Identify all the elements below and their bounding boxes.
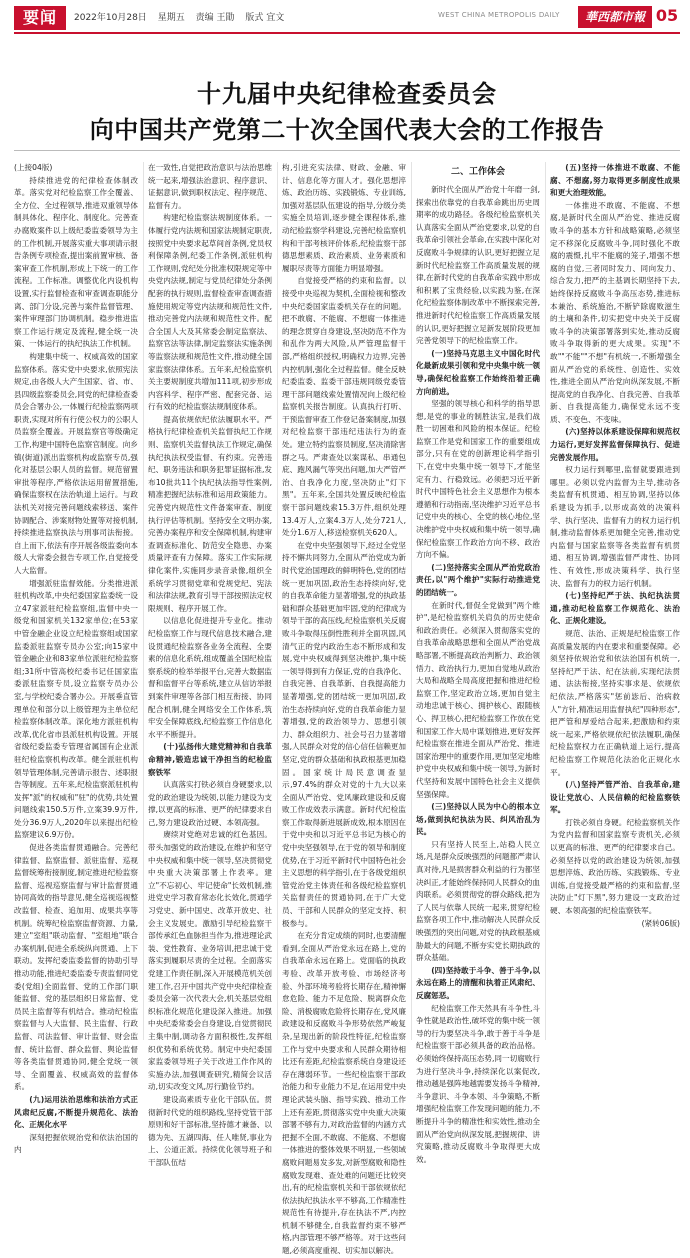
paragraph: 在新时代,督促全党做到"两个维护",是纪检监察机关肩负的历史使命和政治责任。必须深入贯彻落实党的自我革命战略思想和全面从严治党战略部署,不断提高政治判断力、政治领悟力、政治执行力,更加自觉地从政治大局和战略全局高度把握和推进纪检监察工作,坚定政治立场,更加自觉主动地忠诚于核心、拥护核心、跟随核心、捍卫核心,把纪检监察工作放在党和国家工作大局中谋划推进,更好发挥纪检监察在推进全面从严治党、推进国家治理中的重要作用,更加坚定地维护党中央权威和集中统一领导,为新时代坚持和发展中国特色社会主义提供坚强保障。	[416, 600, 540, 799]
subheading: (一)坚持马克思主义中国化时代化最新成果引领和党中央集中统一领导,确保纪检监察工作始终沿着正确方向前进。	[416, 348, 540, 396]
paragraph: 建设高素质专业化干部队伍。贯彻新时代党的组织路线,坚持党管干部原则和好干部标准,坚持德才兼备、以德为先、五湖四海、任人唯贤,事业为上、公道正派。持续优化领导班子和干部队伍结	[148, 1094, 272, 1167]
paragraph: 坚强的领导核心和科学的指导思想,是党的事业的制胜法宝,是我们战胜一切困难和风险的根本保证。纪检监察工作是党和国家工作的重要组成部分,只有在党的创新理论科学指引下,在党中央集中统一领导下,才能坚定有力、行稳致远。必须把习近平新时代中国特色社会主义思想作为根本遵循和行动指南,坚决维护习近平总书记党中央的核心、全党的核心地位,坚决维护党中央权威和集中统一领导,确保纪检监察工作政治方向不移、政治方向不偏。	[416, 399, 540, 560]
paragraph: 深刻把握依规治党和依法治国的内	[14, 1132, 138, 1155]
subheading: (三)坚持以人民为中心的根本立场,做到执纪执法为民、纠风治乱为民。	[416, 802, 540, 837]
subheading: (五)坚持一体推进不敢腐、不能腐、不想腐,努力取得更多制度性成果和更大治理效能。	[550, 163, 680, 198]
continued-from-note: (上接04版)	[14, 163, 53, 172]
article-headline	[14, 78, 680, 146]
paragraph: 自觉接受严格的约束和监督。以接受中央巡视为契机,全面检视和整改中央纪委国家监委机关存在的问题。把不敢腐、不能腐、不想腐一体推进的理念贯穿自身建设,坚决防范不作为和乱作为两大风险,从严管理监督干部,严格组织授权,明确权力边界,完善内控机制,强化全过程监督。健全反映纪委监委、监委干部违规同级党委管理干部问题线索处置情况向上级纪检监察机关报告制度。认真执行打听、干预监督审查工作登记备案制度,加强对纪检监察干部违纪违法行为的查处。建立特约监察员制度,坚决清除害群之马。严肃查处以案谋私、串通包庇、跑风漏气等突出问题,加大严管严治、自我净化力度,坚决防止"灯下黑"。五年来,全国共处置反映纪检监察干部问题线索15.3万件,组织处理13.4万人,立案4.3万人,处分721人,处分1.6万人,移送检察机关620人。	[282, 276, 406, 538]
paragraph: 只有坚持人民至上,站稳人民立场,凡是群众反映强烈的问题都严肃认真对待,凡是损害群众利益的行为都坚决纠正,才能始终保持同人民群众的血肉联系。必须贯彻党的群众路线,把为了人民与依靠人民统一起来,贯穿纪检监察各项工作中,推动解决人民群众反映强烈的突出问题,对党的执政根基威胁最大的问题,不断夯实党长期执政的群众基础。	[416, 839, 540, 963]
paragraph: 认真落实打铁必须自身硬要求,以党的政治建设为统领,以能力建设为支撑,以更高的标准、更严的纪律要求自己,努力建设政治过硬、本领高强。	[148, 780, 272, 827]
section-tag: 要闻	[14, 6, 66, 30]
column-divider	[411, 162, 412, 1040]
subheading: (六)坚持以体系建设保障和规范权力运行,更好发挥监督保障执行、促进完善发展作用。	[550, 427, 680, 462]
headline-line-2: 向中国共产党第二十次全国代表大会的工作报告	[89, 116, 605, 144]
paragraph: 新时代全面从严治党十年磨一剑,探索出依靠党的自我革命跳出历史周期率的成功路径。各级纪检监察机关认真落实全面从严治党要求,以党的自我革命引领社会革命,在实践中深化对反腐败斗争规律的认识,更好把握立足新时代纪检监察工作高质量发展的规律,在新时代党的自我革命实践中形成和积累了宝贵经验,以实践为鉴,在深化纪检监察体制改革中不断探索完善,推进新时代纪检监察工作高质量发展的认识,更好把握立足新发展阶段更加完善党领导下的纪检监察工作。	[416, 185, 540, 346]
headline-line-1: 十九届中央纪律检查委员会	[197, 80, 497, 108]
text-column-5	[550, 162, 680, 1040]
section-heading: 二、工作体会	[450, 167, 505, 177]
editor-credit: 责编 王勖	[195, 13, 235, 23]
masthead-rule	[14, 32, 680, 34]
page-number: 05	[655, 6, 679, 25]
paper-english-name: WEST CHINA METROPOLIS DAILY	[438, 11, 560, 19]
paragraph: 在充分肯定成绩的同时,也要清醒看到,全面从严治党永远在路上,党的自我革命永远在路上。党面临的执政考验、改革开放考验、市场经济考验、外部环境考验将长期存在,精神懈怠危险、能力不足危险、脱离群众危险、消极腐败危险将长期存在,党风廉政建设和反腐败斗争形势依然严峻复杂,呈现出新的阶段性特征,纪检监察工作与党中央要求和人民群众期待相比还有差距,纪检监察系统自身建设还存在薄弱环节。一些纪检监察干部政治能力和专业能力不足,在运用党中央理论武装头脑、指导实践、推动工作上还有差距,贯彻落实党中央重大决策部署不够有力,对政治监督的内涵方式把握不全面,不敢腐、不能腐、不想腐一体推进的整体效果不明显,一些领域腐败问题易发多发,对新型腐败和隐性腐败发现难、查处难的问题还比较突出,有的纪检监察机关和干部依规依纪依法执纪执法水平不够高,工作精准性规范性有待提升,存在执法不严,内控机制不够健全,自我监督约束不够严格,内部管理不够严格等。对于这些问题,必须高度重视、切实加以解决。	[282, 931, 406, 1256]
subheading: (九)运用法治思维和法治方式正风肃纪反腐,不断提升规范化、法治化、正规化水平	[14, 1094, 138, 1130]
subheading: (四)坚持敢于斗争、善于斗争,以永远在路上的清醒和执着正风肃纪、反腐惩恶。	[416, 965, 540, 1000]
paragraph: 构建纪检监察法规制度体系。一体履行党内法规和国家法规制定职责,按照党中央要求起草间首条例,党员权利保障条例,纪委工作条例,派驻机构工作规则,党纪处分批准权限规定等中央党内法规,制定与党员纪律处分条例配套的执行规则,监督检查审查调查措施使用规定等党内法规和规范性文件,推动完善党内法规和规范性文件。配合全国人大及其常委会制定监察法、监察官法等法律,制定监察法实施条例等监察法规和规范性文件,推动健全国家监察法律体系。五年来,纪检监察机关主要规制度共增加111项,初步形成内容科学、程序严密、配套完备、运行有效的纪检监察法规制度体系。	[148, 213, 272, 412]
paragraph: 构建集中统一、权威高效的国家监察体系。落实党中央要求,依照宪法规定,由各级人大产生国家、省、市、县四级监察委员会,同党的纪律检查委员会合署办公,一体履行纪检监察两项职责,实现对所有行使公权力的公职人员监察全覆盖。开展监察官等级确定工作,构建中国特色监察官制度。向乡镇(街道)派出监察机构或监察专员,强化对基层公职人员的监督。规范留置审批等程序,严格依法运用留置措施,确保监察权在法治轨道上运行。与政法机关对接完善问题线索移送、案件协调配合、涉案财物处置等对接机制,持续推进监察执法与刑事司法衔接。自上而下,依法有序开展各级监委向本级人大常委会报告专项工作,自觉接受人大监督。	[14, 351, 138, 575]
issue-date: 2022年10月28日	[74, 13, 147, 23]
paragraph: 增强派驻监督效能。分类推进派驻机构改革,中央纪委国家监委统一设立47家派驻纪检监察组,监督中央一级党和国家机关132家单位;在53家中管金融企业设立纪检监察组或国家监委派驻监察专员办公室;向15家中管金融企业和83家单位派驻纪检监察组;31所中管高校纪委书记任国家监委派驻监察专员,设立监察专员办公室,与学校纪委合署办公。开展垂直管理单位和部分以上级管理为主单位纪检监察体制改革。深化地方派驻机构改革,优化省市县派驻机构设置。开展省级纪委监委专管理省属国有企业派驻纪检监察机构改革。健全派驻机构领导管理体制,完善请示报告、述职报告等制度。五年来,纪检监察派驻机构发挥"派"的权威和"驻"的优势,共处置问题线索150.5万件,立案39.9万件,处分36.9万人,2020年以来提出纪检监察建议6.9万份。	[14, 578, 138, 840]
paragraph: 促进各类监督贯通融合。完善纪律监督、监察监督、派驻监督、巡视监督统筹衔接制度,制定推进纪检监察监督、巡视巡察监督与审计监督贯通协同高效的指导意见,健全巡视巡视整改监督、检查、追加用、成果共享等机制。统筹纪检监察监督资源、力量,建立"室组"联动监督、"室组地"联合办案机制,促进全系统纵向贯通、上下联动。发挥纪委监委监督的协助引导推动功能,推进纪委监委专责监督同党委(党组)全面监督、党的工作部门职能监督、党的基层组织日常监督、党员民主监督等有机结合。推动纪检监察监督与人大监督、民主监督、行政监督、司法监督、审计监督、财会监督、统计监督、群众监督、舆论监督等各类监督贯通协同,健全党统一领导、全面覆盖、权威高效的监督体系。	[14, 843, 138, 1092]
paragraph: 打铁必须自身硬。纪检监察机关作为党内监督和国家监察专责机关,必须以更高的标准、更严的纪律要求自己。必须坚持以党的政治建设为统领,加强思想淬炼、政治历练、实践锻炼、专业训练,自觉接受最严格的约束和监督,坚决防止"灯下黑",努力建设一支政治过硬、本领高强的纪检监察铁军。	[550, 817, 680, 916]
paragraph: 规范、法治、正规是纪检监察工作高质量发展的内在要求和重要保障。必须坚持依规治党和依法治国有机统一,坚持纪严于法、纪在法前,实现纪法贯通、法法衔接,坚持实事求是、依规依纪依法,严格落实"惩前毖后、治病救人"方针,精准运用监督执纪"四种形态",把严管和厚爱结合起来,把激励和约束统一起来,严格依规依纪依法履职,确保纪检监察权力在正确轨道上运行,提高纪检监察工作规范化法治化正规化水平。	[550, 628, 680, 777]
paragraph: 以信息化促进提升专业化。推动纪检监察工作与现代信息技术融合,建设贯通纪检监察各业务全流程、全要素的信息化系统,组成覆盖全国纪检监察系统的检举举报平台,完善大数据监督和监督平台等系统,建立从信访举报到案件审理等各部门相互衔接、协同配合机制,健全网络安全工作体系,筑牢安全保障底线,纪检监察工作信息化水平不断提升。	[148, 616, 272, 739]
paper-logo: 華西都市報	[578, 6, 652, 28]
paragraph: 赓续对党绝对忠诚的红色基因。带头加强党的政治建设,在维护和坚守中央权威和集中统一领导,坚决贯彻党中央重大决策部署上作表率。建立"不忘初心、牢记使命"长效机制,推进党史学习教育常态化长效化,贯通学习党史、新中国史、改革开放史、社会主义发展史。激励引导纪检监察干部传承红色血脉担当作为,推进理论武装、党性教育、业务培训,把忠诚于党落实到履职尽责的全过程。全面落实党建工作责任制,深入开展模范机关创建工作,召开中国共产党中央纪律检查委员会第一次代表大会,机关基层党组织标准化规范化建设深入推进。加强中央纪委常委会自身建设,自觉贯彻民主集中制,调动各方面积极性,发挥组织优势和系统优势。制定中央纪委国家监委领导班子关于改进工作作风的实施办法,加强调查研究,精简会议活动,切实改变文风,厉行勤俭节约。	[148, 830, 272, 1092]
paragraph: 提高依规依纪依法履职水平。严格执行纪律检查机关监督执纪工作规则、监察机关监督执法工作规定,确保执纪执法权受监督、有约束。完善违纪、职务违法和职务犯罪证据标准,发布10批共11个执纪执法指导性案例,精准把握纪法标准和运用政策能力。完善党内规范性文件备案审查、制度执行评估等机制。坚持安全文明办案,完善办案程序和安全保障机制,构建审查调查标准化、防范安全隐患、办案质量评查有力保障。落实工作实际规律化案件,实施同步录音录像,组织全系统学习贯彻党章和党规党纪、宪法和法律法规,教育引导干部按照法定权限规则、程序开展工作。	[148, 414, 272, 613]
subheading: (十)弘扬伟大建党精神和自我革命精神,锻造忠诚干净担当的纪检监察铁军	[148, 742, 272, 777]
subheading: (二)坚持落实全面从严治党政治责任,以"两个维护"实际行动推进党的团结统一。	[416, 562, 540, 597]
text-column-3	[282, 162, 406, 1256]
text-column-2	[148, 162, 272, 1167]
text-column-1	[14, 162, 138, 1155]
text-column-4	[416, 162, 540, 1164]
issue-meta	[74, 10, 292, 23]
issue-weekday: 星期五	[157, 13, 185, 23]
headline-rule	[14, 150, 680, 151]
paragraph: 构,引进充实法律、财政、金融、审计、信息化等方面人才。强化思想淬炼、政治历练、实践锻炼、专业训练,加强对基层队伍建设的指导,分级分类实施全员培训,逐步健全课程体系,推动纪检监察学科建设,完善纪检监察机构和干部考核评价体系,纪检监察干部德思想素质、政治素质、业务素质和履职尽责等方面能力明显增强。	[282, 163, 406, 273]
column-divider	[545, 162, 546, 1040]
column-divider	[277, 162, 278, 1040]
paragraph: 纪检监察工作天然具有斗争性,斗争性就是政治性,破坏党的集中统一领导的行为要坚决斗争,敢于善于斗争是纪检监察干部必须具备的政治品格。必须始终保持高压态势,同一切腐败行为进行坚决斗争,持续深化以案促改,推动越是强阵地越需要发扬斗争精神,斗争意识、斗争本领、斗争策略,不断增强纪检监察工作发现问题的能力,不断提升斗争的精准性和实效性,推动全面从严治党向纵深发展,把握规律、讲究策略,推动反腐败斗争取得更大成效。	[416, 1003, 540, 1164]
layout-credit: 版式 宜文	[245, 13, 285, 23]
masthead	[0, 0, 690, 32]
continued-on-note: (紧转06版)	[641, 918, 680, 928]
paragraph: 权力运行到哪里,监督就要跟进到哪里。必须以党内监督为主导,推动各类监督有机贯通、相互协调,坚持以体系建设为抓手,以形成高效的决策科学、执行坚决、监督有力的权力运行机制,推动监督体系更加健全完善,推动党内监督与国家监察等各类监督有机贯通、相互协调,增强监督严肃性、协同性、有效性,形成决策科学、执行坚决、监督有力的权力运行机制。	[550, 465, 680, 588]
subheading: (七)坚持纪严于法、执纪执法贯通,推动纪检监察工作规范化、法治化、正规化建设。	[550, 591, 680, 626]
paragraph: 持续推进党的纪律检查体制改革。落实党对纪检监察工作全覆盖、全方位、全过程领导,推进双重领导体制具体化、程序化、制度化。完善查办腐败案件以上级纪委监委领导为主的工作机制,开展落实重大事项请示报告条例专项检查,提出案前置审核、备案审查工作机制,形成上下统一的工作流程。工作标准。调整优化内设机构设置,实行监督检查和审查调查职能分离、部门分设,完善与案件监督管理、案件审理部门协调机制。稳步推进监察工作运行规定及流程,健全统一决策、一体运行的执纪执法工作机制。	[14, 175, 138, 349]
subheading: (八)坚持严管严治、自我革命,建设让党放心、人民信赖的纪检监察铁军。	[550, 780, 680, 815]
paragraph: 一体推进不敢腐、不能腐、不想腐,是新时代全面从严治党、推进反腐败斗争的基本方针和战略策略,必须坚定不移深化反腐败斗争,同时强化不敢腐的震慑,扎牢不能腐的笼子,增强不想腐的自觉,三者同时发力、同向发力、综合发力,把严的主基调长期坚持下去,始终保持反腐败斗争高压态势,推进标本兼治、系统施治,不断铲除腐败滋生的土壤和条件,切实把党中央关于反腐败斗争的决策部署落到实处,推动反腐败斗争取得新的更大成果。实现"不敢""不能""不想"有机统一,不断增强全面从严治党的系统性、创造性、实效性,推进全面从严治党向纵深发展,不断提高党的自我净化、自我完善、自我革新、自我提高能力,确保党永远不变质、不变色、不变味。	[550, 200, 680, 424]
column-divider	[143, 162, 144, 1040]
paragraph: 在一致性,自觉把政治意识与法治思维统一起来,增强法治意识、程序意识、证据意识,做到职权法定、程序规范、监督有力。	[148, 163, 272, 210]
paragraph: 在党中央坚强领导下,经过全党坚持不懈共同努力,全面从严治党成为新时代党治国理政的鲜明特色,党的团结统一更加巩固,政治生态持续向好,党的自我革命能力显著增强,党的执政基础和群众基础更加牢固,党的纪律成为领导干部的高压线,纪检监察机关反腐败斗争取得压倒性胜利并全面巩固,风清气正的党内政治生态不断形成和发展,党中央权威得到坚决维护,集中统一领导得到有力保证,党的自我净化、自我完善、自我革新、自我提高能力显著增强,党的团结统一更加巩固,政治生态持续向好,党的自我革命能力显著增强,党的政治领导力、思想引领力、群众组织力、社会号召力显著增强,人民群众对党的信心信任信赖更加坚定,党的群众基础和执政根基更加稳固。国家统计局民意调查显示,97.4%的群众对党的十九大以来全面从严治党、党风廉政建设和反腐败工作成效表示满意。新时代纪检监察工作取得新进展新成效,根本原因在于党中央和以习近平总书记为核心的党中央坚强领导,在于党的领导和制度优势,在于习近平新时代中国特色社会主义思想的科学指引,在于各级党组织管党治党主体责任和各级纪检监察机关监督责任的贯通协同,在于广大党员、干部和人民群众的坚定支持、积极参与。	[282, 540, 406, 928]
